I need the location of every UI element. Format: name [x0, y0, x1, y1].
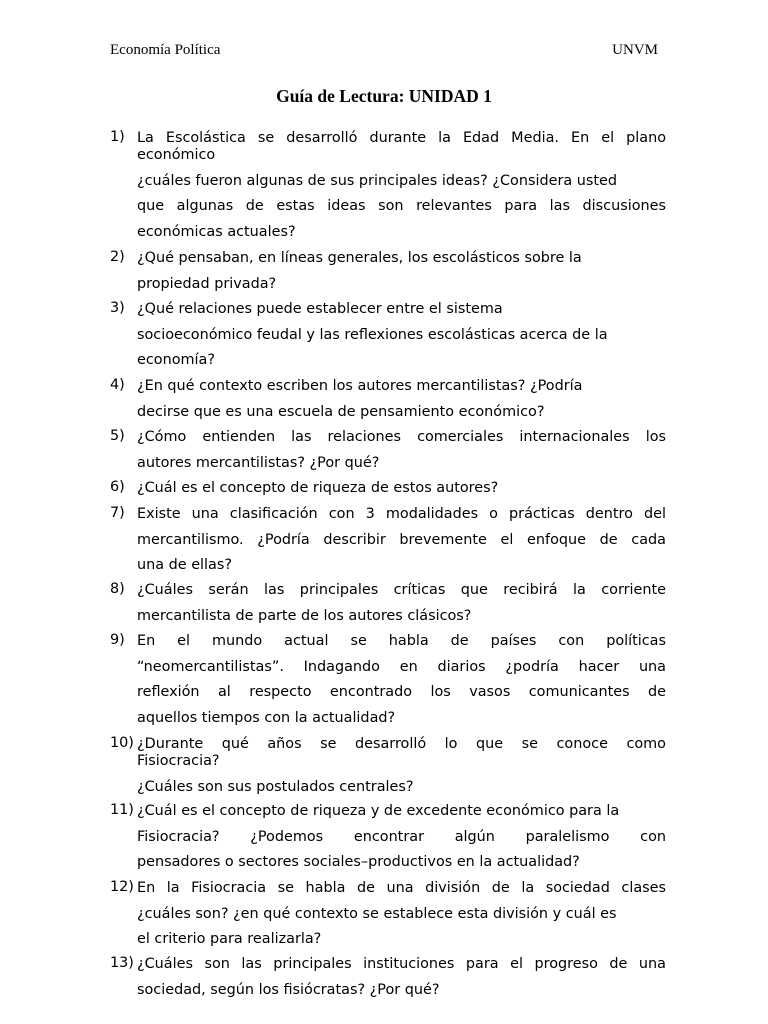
question-item	[110, 249, 666, 300]
question-line: propiedad privada?	[137, 275, 277, 292]
question-number: 12)	[110, 879, 134, 895]
question-line: ¿Qué pensaban, en líneas generales, los escolásticos sobre la	[137, 250, 582, 266]
question-line: En la Fisiocracia se habla de una división de la sociedad clases	[137, 880, 666, 896]
question-item	[110, 632, 666, 735]
question-number: 11)	[110, 802, 134, 818]
question-number: 4)	[110, 377, 125, 393]
question-line: pensadores o sectores sociales–productivos en la actualidad?	[137, 854, 580, 871]
question-line: ¿En qué contexto escriben los autores mercantilistas? ¿Podría	[137, 378, 583, 394]
question-line: Fisiocracia? ¿Podemos encontrar algún paralelismo con	[137, 828, 666, 845]
question-line: economía?	[137, 352, 215, 369]
question-number: 9)	[110, 632, 125, 648]
question-line: ¿cuáles fueron algunas de sus principales ideas? ¿Considera usted	[137, 172, 618, 189]
question-line: ¿Durante qué años se desarrolló lo que se conoce como	[137, 736, 666, 752]
question-line: ¿cuáles son? ¿en qué contexto se establece esta división y cuál es	[137, 905, 617, 922]
question-number: 1)	[110, 129, 125, 145]
question-line: Fisiocracia?	[137, 753, 220, 769]
question-line: ¿Qué relaciones puede establecer entre el sistema	[137, 301, 503, 317]
question-line: económicas actuales?	[137, 224, 296, 241]
question-line: ¿Cuáles serán las principales críticas que recibirá la corriente	[137, 582, 666, 598]
question-line: mercantilista de parte de los autores clásicos?	[137, 607, 472, 624]
question-line: aquellos tiempos con la actualidad?	[137, 710, 396, 727]
question-number: 7)	[110, 505, 125, 521]
question-number: 2)	[110, 249, 125, 265]
question-line: una de ellas?	[137, 557, 233, 574]
question-line: ¿Cuáles son sus postulados centrales?	[137, 778, 414, 795]
question-line: “neomercantilistas”. Indagando en diarios ¿podría hacer una	[137, 658, 666, 675]
question-line: mercantilismo. ¿Podría describir brevemente el enfoque de cada	[137, 531, 666, 548]
question-number: 5)	[110, 428, 125, 444]
header-course: Economía Política	[110, 42, 221, 58]
question-item	[110, 802, 666, 879]
question-line: ¿Cuál es el concepto de riqueza y de excedente económico para la	[137, 803, 620, 819]
question-item	[110, 129, 666, 249]
question-line: sociedad, según los fisiócratas? ¿Por qué?	[137, 981, 440, 998]
question-line: En el mundo actual se habla de países con políticas	[137, 633, 666, 649]
question-line: que algunas de estas ideas son relevantes para las discusiones	[137, 198, 666, 215]
question-item	[110, 505, 666, 582]
question-line: económico	[137, 147, 216, 163]
question-item	[110, 955, 666, 1006]
question-item	[110, 377, 666, 428]
page-title: Guía de Lectura: UNIDAD 1	[276, 86, 492, 106]
question-item	[110, 879, 666, 956]
question-line: decirse que es una escuela de pensamiento económico?	[137, 403, 545, 420]
question-line: ¿Cómo entienden las relaciones comerciales internacionales los	[137, 429, 666, 445]
question-number: 8)	[110, 581, 125, 597]
question-line: autores mercantilistas? ¿Por qué?	[137, 454, 380, 471]
question-line: socioeconómico feudal y las reflexiones escolásticas acerca de la	[137, 326, 608, 343]
question-line: el criterio para realizarla?	[137, 931, 322, 948]
question-line: ¿Cuál es el concepto de riqueza de estos autores?	[137, 480, 499, 496]
question-number: 10)	[110, 735, 134, 751]
question-item	[110, 735, 666, 803]
question-line: ¿Cuáles son las principales instituciones para el progreso de una	[137, 956, 666, 972]
question-line: reflexión al respecto encontrado los vasos comunicantes de	[137, 684, 666, 701]
question-number: 3)	[110, 300, 125, 316]
question-item	[110, 300, 666, 377]
question-item	[110, 581, 666, 632]
question-item	[110, 428, 666, 479]
question-number: 13)	[110, 955, 134, 971]
question-item	[110, 479, 666, 505]
question-number: 6)	[110, 479, 125, 495]
header-institution: UNVM	[612, 42, 658, 58]
question-line: La Escolástica se desarrolló durante la Edad Media. En el plano	[137, 130, 666, 146]
question-line: Existe una clasificación con 3 modalidades o prácticas dentro del	[137, 506, 666, 522]
